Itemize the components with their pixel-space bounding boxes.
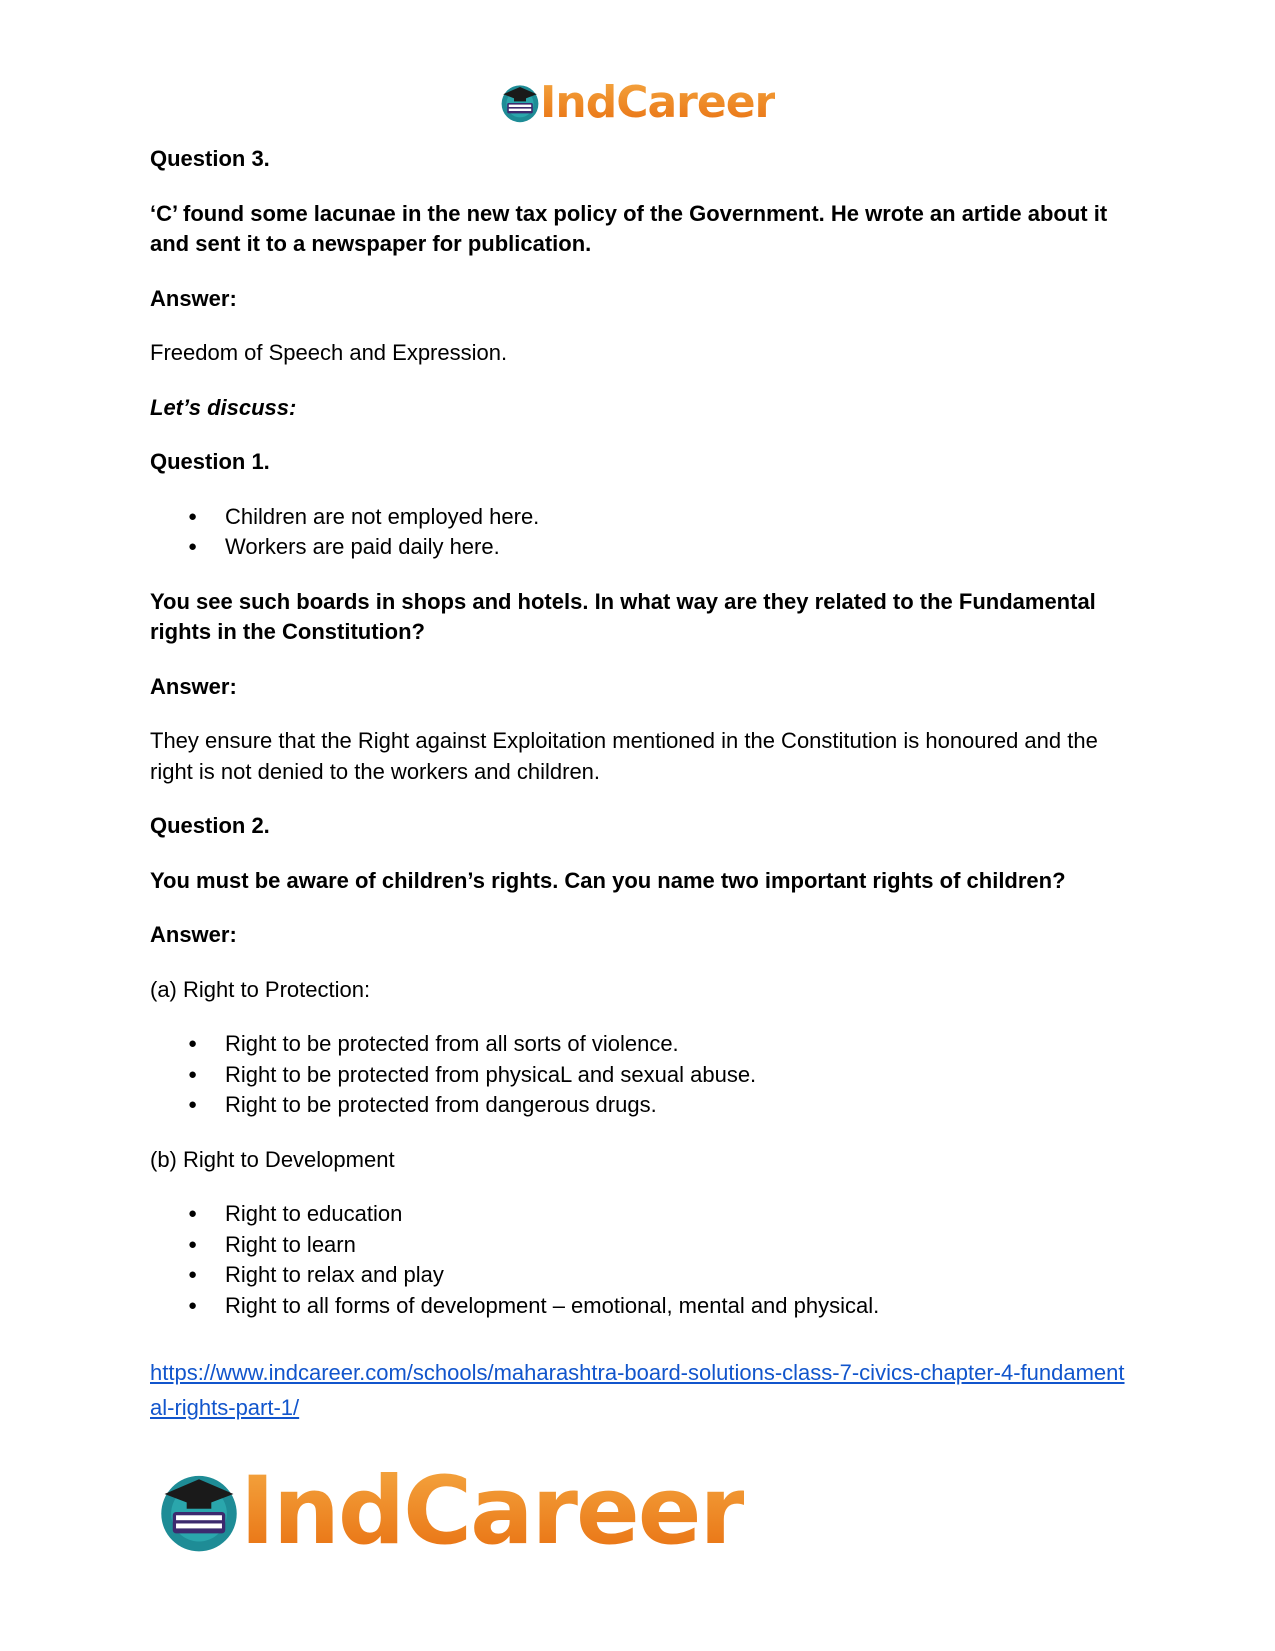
question-2-text: You must be aware of children’s rights. Can you name two important rights of children? [150,867,1066,893]
list-item: ● Workers are paid daily here. [150,532,1130,563]
document-body [150,144,1130,1425]
list-item: ● Right to be protected from physicaL and sexual abuse. [150,1060,1130,1091]
question-2-answer-label: Answer: [150,922,237,947]
footer-logo [158,1457,744,1566]
source-link[interactable]: https://www.indcareer.com/schools/maharashtra-board-solutions-class-7-civics-chapter-4-fundamental-rights-part-1/ [150,1360,1125,1420]
list-item: ● Right to be protected from all sorts of violence. [150,1029,1130,1060]
logo-wordmark: IndCareer [540,77,776,128]
header-logo [500,78,775,128]
protection-label: (a) Right to Protection: [150,976,371,1002]
question-1-answer: They ensure that the Right against Exploitation mentioned in the Constitution is honoured and the right is not denied to the workers and children. [150,728,1098,784]
lets-discuss-heading: Let’s discuss: [150,394,297,420]
question-1-answer-label: Answer: [150,673,237,699]
question-3-heading: Question 3. [150,146,270,171]
list-item: ● Right to be protected from dangerous drugs. [150,1090,1130,1121]
list-item: ● Right to all forms of development – emotional, mental and physical. [150,1291,1130,1322]
graduation-book-icon [158,1471,240,1553]
list-item: ● Right to relax and play [150,1260,1130,1291]
question-2-heading: Question 2. [150,813,270,838]
question-1-text: You see such boards in shops and hotels. In what way are they related to the Fundamental rights in the Constitution? [150,588,1096,644]
question-3-answer-label: Answer: [150,285,237,311]
list-item: ● Right to education [150,1199,1130,1230]
list-item: ● Right to learn [150,1230,1130,1261]
development-label: (b) Right to Development [150,1146,395,1172]
protection-list [150,1029,1130,1121]
question-1-heading: Question 1. [150,449,270,474]
question-3-answer: Freedom of Speech and Expression. [150,340,508,365]
logo-wordmark: IndCareer [240,1457,744,1566]
list-item: ● Children are not employed here. [150,502,1130,533]
question-3-text: ‘C’ found some lacunae in the new tax policy of the Government. He wrote an artide about it and sent it to a newspaper for publication. [150,200,1108,256]
development-list [150,1199,1130,1321]
graduation-book-icon [500,83,540,123]
board-list [150,502,1130,563]
